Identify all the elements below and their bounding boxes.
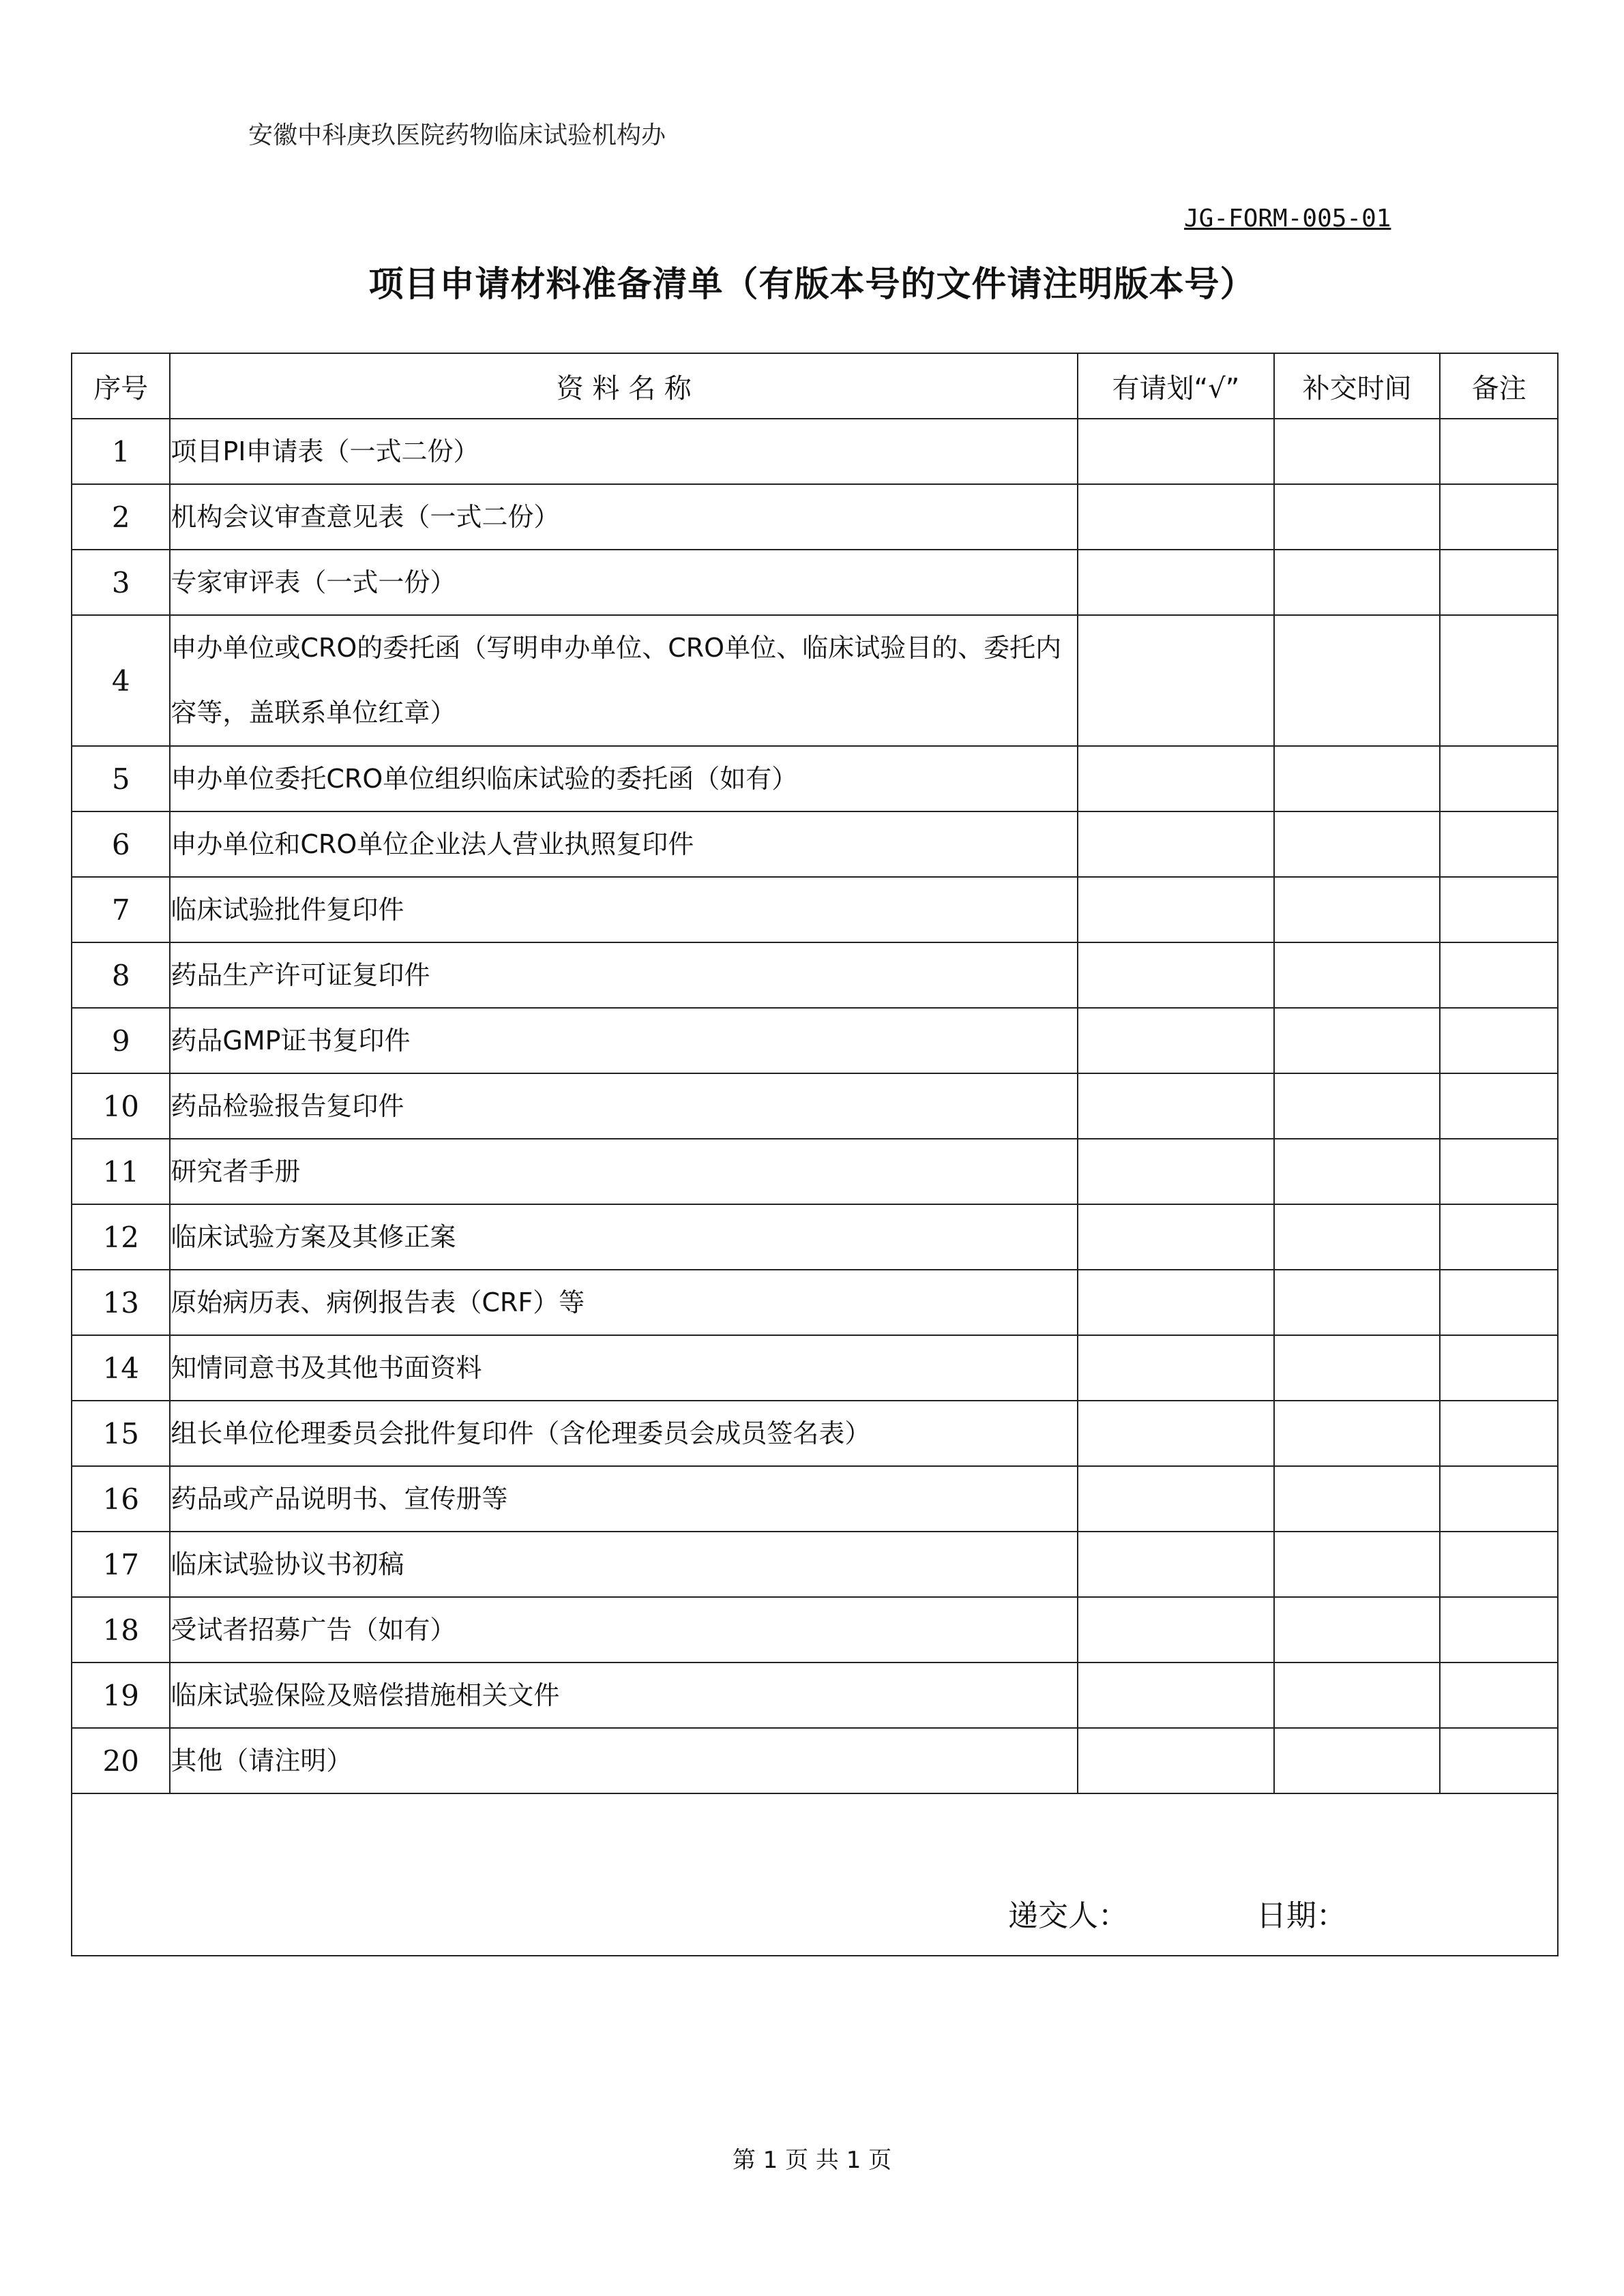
table-row	[72, 877, 1558, 942]
row-number: 12	[72, 1204, 170, 1270]
row-number: 16	[72, 1466, 170, 1532]
material-name: 药品检验报告复印件	[170, 1073, 1078, 1139]
table-row	[72, 1663, 1558, 1728]
material-name: 药品GMP证书复印件	[170, 1008, 1078, 1073]
material-name: 临床试验方案及其修正案	[170, 1204, 1078, 1270]
supplement-time-cell[interactable]	[1274, 550, 1441, 615]
row-number: 1	[72, 419, 170, 484]
row-number: 15	[72, 1401, 170, 1466]
supplement-time-cell[interactable]	[1274, 811, 1441, 877]
supplement-time-cell[interactable]	[1274, 1139, 1441, 1204]
remarks-cell[interactable]	[1440, 1204, 1558, 1270]
supplement-time-cell[interactable]	[1274, 1204, 1441, 1270]
check-cell[interactable]	[1078, 1597, 1274, 1663]
row-number: 14	[72, 1335, 170, 1401]
table-row	[72, 1597, 1558, 1663]
column-header-check: 有请划“√”	[1078, 353, 1274, 419]
remarks-cell[interactable]	[1440, 1335, 1558, 1401]
supplement-time-cell[interactable]	[1274, 1597, 1441, 1663]
supplement-time-cell[interactable]	[1274, 419, 1441, 484]
check-cell[interactable]	[1078, 419, 1274, 484]
table-row	[72, 615, 1558, 746]
material-name: 临床试验批件复印件	[170, 877, 1078, 942]
check-cell[interactable]	[1078, 1335, 1274, 1401]
table-row	[72, 942, 1558, 1008]
supplement-time-cell[interactable]	[1274, 1663, 1441, 1728]
table-row	[72, 1532, 1558, 1597]
date-label: 日期：	[1256, 1898, 1346, 1933]
column-header-supplement-time: 补交时间	[1274, 353, 1441, 419]
column-header-name: 资 料 名 称	[170, 353, 1078, 419]
row-number: 13	[72, 1270, 170, 1335]
material-name: 临床试验保险及赔偿措施相关文件	[170, 1663, 1078, 1728]
remarks-cell[interactable]	[1440, 1663, 1558, 1728]
column-header-no: 序号	[72, 353, 170, 419]
table-row	[72, 1008, 1558, 1073]
table-row	[72, 1401, 1558, 1466]
row-number: 9	[72, 1008, 170, 1073]
check-cell[interactable]	[1078, 1270, 1274, 1335]
table-row	[72, 746, 1558, 811]
material-name: 专家审评表（一式一份）	[170, 550, 1078, 615]
material-name: 其他（请注明）	[170, 1728, 1078, 1793]
submitter-label: 递交人：	[1008, 1898, 1128, 1933]
material-name: 药品生产许可证复印件	[170, 942, 1078, 1008]
check-cell[interactable]	[1078, 877, 1274, 942]
check-cell[interactable]	[1078, 1204, 1274, 1270]
supplement-time-cell[interactable]	[1274, 1073, 1441, 1139]
check-cell[interactable]	[1078, 1401, 1274, 1466]
organization-header: 安徽中科庚玖医院药物临床试验机构办	[248, 121, 666, 149]
remarks-cell[interactable]	[1440, 1532, 1558, 1597]
table-row	[72, 811, 1558, 877]
row-number: 17	[72, 1532, 170, 1597]
remarks-cell[interactable]	[1440, 550, 1558, 615]
signature-area	[72, 1793, 1558, 1956]
table-row	[72, 1270, 1558, 1335]
supplement-time-cell[interactable]	[1274, 746, 1441, 811]
row-number: 3	[72, 550, 170, 615]
row-number: 10	[72, 1073, 170, 1139]
remarks-cell[interactable]	[1440, 877, 1558, 942]
table-row	[72, 1139, 1558, 1204]
check-cell[interactable]	[1078, 615, 1274, 746]
row-number: 4	[72, 615, 170, 746]
supplement-time-cell[interactable]	[1274, 1401, 1441, 1466]
material-name: 申办单位和CRO单位企业法人营业执照复印件	[170, 811, 1078, 877]
remarks-cell[interactable]	[1440, 1073, 1558, 1139]
table-row	[72, 419, 1558, 484]
check-cell[interactable]	[1078, 1466, 1274, 1532]
supplement-time-cell[interactable]	[1274, 1335, 1441, 1401]
row-number: 2	[72, 484, 170, 550]
form-code: JG-FORM-005-01	[1184, 205, 1391, 233]
check-cell[interactable]	[1078, 942, 1274, 1008]
row-number: 7	[72, 877, 170, 942]
supplement-time-cell[interactable]	[1274, 1008, 1441, 1073]
table-row	[72, 1466, 1558, 1532]
materials-checklist-table	[71, 353, 1559, 1956]
material-name: 受试者招募广告（如有）	[170, 1597, 1078, 1663]
table-header-row	[72, 353, 1558, 419]
check-cell[interactable]	[1078, 1663, 1274, 1728]
supplement-time-cell[interactable]	[1274, 484, 1441, 550]
material-name: 研究者手册	[170, 1139, 1078, 1204]
remarks-cell[interactable]	[1440, 942, 1558, 1008]
remarks-cell[interactable]	[1440, 1466, 1558, 1532]
remarks-cell[interactable]	[1440, 1270, 1558, 1335]
remarks-cell[interactable]	[1440, 811, 1558, 877]
row-number: 8	[72, 942, 170, 1008]
row-number: 19	[72, 1663, 170, 1728]
page-title: 项目申请材料准备清单（有版本号的文件请注明版本号）	[368, 265, 1256, 305]
remarks-cell[interactable]	[1440, 1401, 1558, 1466]
material-name: 申办单位委托CRO单位组织临床试验的委托函（如有）	[170, 746, 1078, 811]
check-cell[interactable]	[1078, 1532, 1274, 1597]
row-number: 5	[72, 746, 170, 811]
supplement-time-cell[interactable]	[1274, 1466, 1441, 1532]
material-name: 原始病历表、病例报告表（CRF）等	[170, 1270, 1078, 1335]
remarks-cell[interactable]	[1440, 1597, 1558, 1663]
remarks-cell[interactable]	[1440, 746, 1558, 811]
material-name: 项目PI申请表（一式二份）	[170, 419, 1078, 484]
remarks-cell[interactable]	[1440, 1008, 1558, 1073]
supplement-time-cell[interactable]	[1274, 1532, 1441, 1597]
material-name: 机构会议审查意见表（一式二份）	[170, 484, 1078, 550]
check-cell[interactable]	[1078, 1073, 1274, 1139]
remarks-cell[interactable]	[1440, 1728, 1558, 1793]
page-number: 第 1 页 共 1 页	[732, 2147, 892, 2174]
row-number: 18	[72, 1597, 170, 1663]
table-row	[72, 1204, 1558, 1270]
row-number: 20	[72, 1728, 170, 1793]
material-name: 药品或产品说明书、宣传册等	[170, 1466, 1078, 1532]
table-row	[72, 1728, 1558, 1793]
material-name: 临床试验协议书初稿	[170, 1532, 1078, 1597]
supplement-time-cell[interactable]	[1274, 1728, 1441, 1793]
row-number: 6	[72, 811, 170, 877]
check-cell[interactable]	[1078, 1728, 1274, 1793]
material-name: 组长单位伦理委员会批件复印件（含伦理委员会成员签名表）	[170, 1401, 1078, 1466]
material-name: 申办单位或CRO的委托函（写明申办单位、CRO单位、临床试验目的、委托内容等，盖联系单位红章）	[170, 615, 1078, 746]
supplement-time-cell[interactable]	[1274, 1270, 1441, 1335]
check-cell[interactable]	[1078, 1139, 1274, 1204]
remarks-cell[interactable]	[1440, 419, 1558, 484]
remarks-cell[interactable]	[1440, 1139, 1558, 1204]
supplement-time-cell[interactable]	[1274, 615, 1441, 746]
check-cell[interactable]	[1078, 1008, 1274, 1073]
check-cell[interactable]	[1078, 484, 1274, 550]
table-row	[72, 1335, 1558, 1401]
check-cell[interactable]	[1078, 746, 1274, 811]
material-name: 知情同意书及其他书面资料	[170, 1335, 1078, 1401]
supplement-time-cell[interactable]	[1274, 877, 1441, 942]
table-row	[72, 550, 1558, 615]
table-row	[72, 484, 1558, 550]
supplement-time-cell[interactable]	[1274, 942, 1441, 1008]
remarks-cell[interactable]	[1440, 615, 1558, 746]
check-cell[interactable]	[1078, 811, 1274, 877]
check-cell[interactable]	[1078, 550, 1274, 615]
table-row	[72, 1073, 1558, 1139]
row-number: 11	[72, 1139, 170, 1204]
remarks-cell[interactable]	[1440, 484, 1558, 550]
column-header-remarks: 备注	[1440, 353, 1558, 419]
